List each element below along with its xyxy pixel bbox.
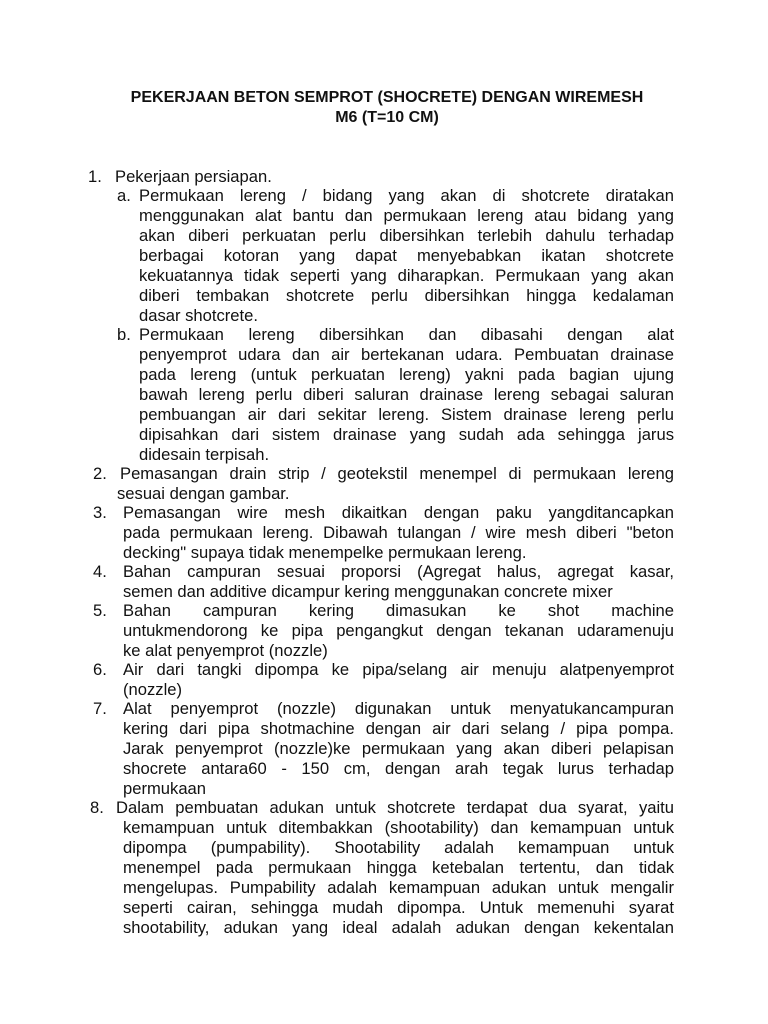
item-number: 2.	[93, 464, 107, 483]
item-number: 7.	[93, 699, 107, 718]
item-text-line: shocrete antara60 - 150 cm, dengan arah tegak lurus terhadap	[123, 759, 674, 778]
document-title-line-1: PEKERJAAN BETON SEMPROT (SHOCRETE) DENGAN WIREMESH	[130, 89, 644, 106]
item-text-line: Permukaan lereng / bidang yang akan di shotcrete diratakan	[139, 186, 674, 205]
item-text-line: bawah lereng perlu diberi saluran drainase lereng sebagai saluran	[139, 385, 674, 404]
item-text-line: diberi tembakan shotcrete perlu dibersihkan hingga kedalaman	[139, 286, 674, 305]
item-text-line: ke alat penyemprot (nozzle)	[123, 641, 328, 660]
item-text-line: shootability, adukan yang ideal adalah adukan dengan kekentalan	[123, 918, 674, 937]
item-text-line: (nozzle)	[123, 680, 183, 699]
item-text-line: Pemasangan wire mesh dikaitkan dengan paku yangditancapkan	[123, 503, 674, 522]
item-number: 4.	[93, 562, 107, 581]
item-text-line: Dalam pembuatan adukan untuk shotcrete terdapat dua syarat, yaitu	[116, 798, 674, 817]
item-text-line: didesain terpisah.	[139, 445, 270, 464]
item-text-line: berbagai kotoran yang dapat menyebabkan ikatan shotcrete	[139, 246, 674, 265]
item-text-line: pada permukaan lereng. Dibawah tulangan / wire mesh diberi "beton	[123, 523, 674, 542]
item-text-line: untukmendorong ke pipa pengangkut dengan tekanan udaramenuju	[123, 621, 674, 640]
item-text-line: Permukaan lereng dibersihkan dan dibasahi dengan alat	[139, 325, 674, 344]
item-text-line: Bahan campuran sesuai proporsi (Agregat halus, agregat kasar,	[123, 562, 674, 581]
item-text-line: permukaan	[123, 779, 207, 798]
item-heading: Pekerjaan persiapan.	[115, 167, 272, 186]
item-text-line: dasar shotcrete.	[139, 306, 258, 325]
subitem-letter: b.	[117, 325, 131, 344]
item-number: 8.	[90, 798, 104, 817]
item-text-line: pembuangan air dari sekitar lereng. Sistem drainase lereng perlu	[139, 405, 674, 424]
item-text-line: dipompa (pumpability). Shootability adalah kemampuan untuk	[123, 838, 674, 857]
item-text-line: kekuatannya tidak seperti yang diharapkan. Permukaan yang akan	[139, 266, 674, 285]
item-number: 1.	[88, 167, 102, 186]
subitem-letter: a.	[117, 186, 131, 205]
item-text-line: decking" supaya tidak menempelke permukaan lereng.	[123, 543, 527, 562]
item-number: 5.	[93, 601, 107, 620]
item-text-line: sesuai dengan gambar.	[117, 484, 290, 503]
item-text-line: Alat penyemprot (nozzle) digunakan untuk menyatukancampuran	[123, 699, 674, 718]
item-text-line: Air dari tangki dipompa ke pipa/selang air menuju alatpenyemprot	[123, 660, 674, 679]
item-text-line: akan diberi perkuatan perlu dibersihkan terlebih dahulu terhadap	[139, 226, 674, 245]
item-number: 3.	[93, 503, 107, 522]
item-text-line: dipisahkan dari sistem drainase yang sudah ada sehingga jarus	[139, 425, 674, 444]
item-text-line: Pemasangan drain strip / geotekstil menempel di permukaan lereng	[120, 464, 674, 483]
item-text-line: semen dan additive dicampur kering menggunakan concrete mixer	[123, 582, 613, 601]
item-text-line: penyemprot udara dan air bertekanan udara. Pembuatan drainase	[139, 345, 674, 364]
item-text-line: seperti cairan, sehingga mudah dipompa. Untuk memenuhi syarat	[123, 898, 674, 917]
item-text-line: Jarak penyemprot (nozzle)ke permukaan yang akan diberi pelapisan	[123, 739, 674, 758]
item-text-line: mengelupas. Pumpability adalah kemampuan adukan untuk mengalir	[123, 878, 674, 897]
item-text-line: kemampuan untuk ditembakkan (shootability) dan kemampuan untuk	[123, 818, 674, 837]
item-text-line: menempel pada permukaan hingga ketebalan tertentu, dan tidak	[123, 858, 674, 877]
item-number: 6.	[93, 660, 107, 679]
document-title-line-2: M6 (T=10 CM)	[335, 109, 439, 126]
item-text-line: kering dari pipa shotmachine dengan air dari selang / pipa pompa.	[123, 719, 674, 738]
item-text-line: menggunakan alat bantu dan permukaan lereng atau bidang yang	[139, 206, 674, 225]
item-text-line: Bahan campuran kering dimasukan ke shot machine	[123, 601, 674, 620]
item-text-line: pada lereng (untuk perkuatan lereng) yakni pada bagian ujung	[139, 365, 674, 384]
